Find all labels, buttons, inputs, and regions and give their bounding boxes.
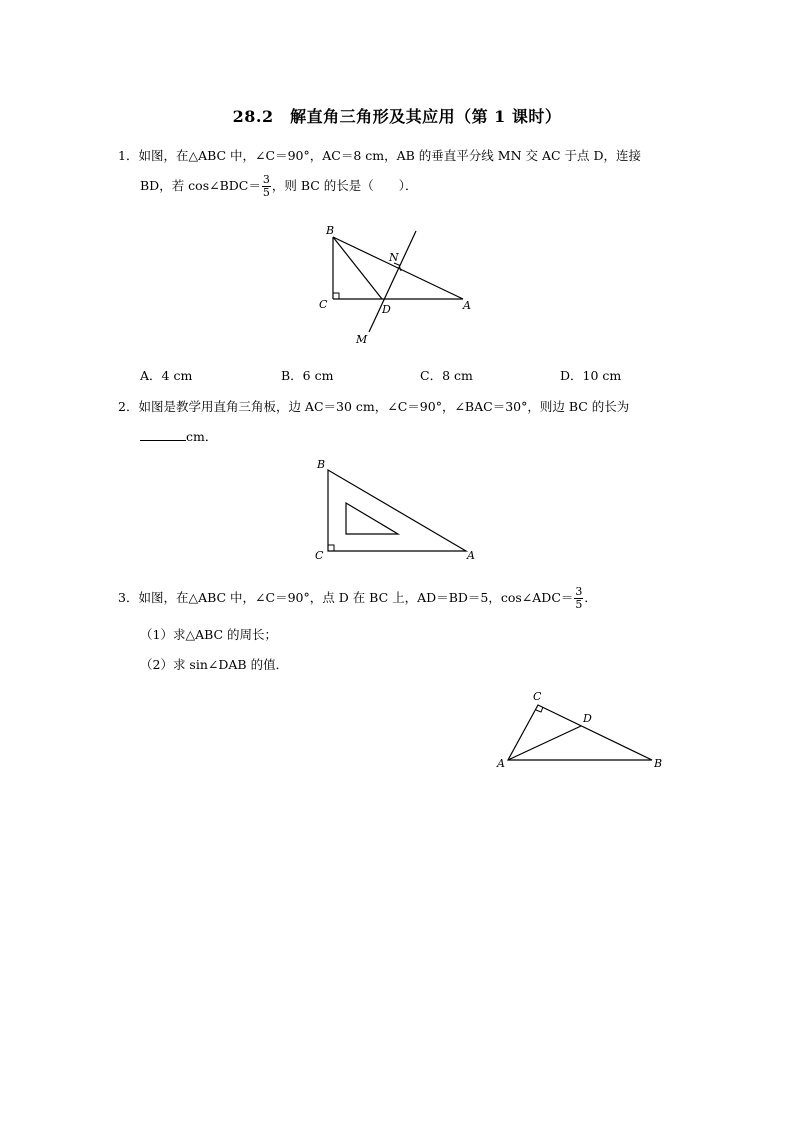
q1-label-c: C — [319, 298, 328, 311]
q3-fraction-denominator: 5 — [575, 598, 583, 611]
q1-line2 — [140, 174, 418, 199]
q1-option-b[interactable]: B．6 cm — [281, 368, 334, 383]
q3-label-c: C — [533, 690, 542, 703]
q3-line1 — [118, 586, 597, 611]
q1-option-c[interactable]: C．8 cm — [420, 368, 473, 383]
q2-outer-triangle — [328, 470, 466, 551]
q1-fraction-denominator: 5 — [262, 186, 270, 199]
q2-label-c: C — [315, 549, 324, 562]
q3-fraction — [574, 586, 583, 611]
q2-answer-blank[interactable] — [140, 428, 186, 441]
q1-figure — [310, 220, 480, 350]
q1-fraction — [262, 174, 271, 199]
q2-inner-triangle — [346, 503, 398, 534]
q1-option-a[interactable]: A．4 cm — [140, 368, 193, 383]
q2-label-a: A — [467, 549, 475, 562]
q1-segment-ab — [333, 237, 463, 299]
q1-text-line1: 如图，在△ABC 中，∠C＝90°，AC＝8 cm，AB 的垂直平分线 MN 交 AC 于点 D，连接 — [138, 148, 642, 163]
q2-text-line1: 如图是教学用直角三角板，边 AC＝30 cm，∠C＝90°，∠BAC＝30°，则边 BC 的长为 — [138, 399, 630, 414]
q3-label-b: B — [654, 757, 663, 770]
q1-label-n: N — [389, 251, 399, 264]
q2-figure — [310, 455, 485, 565]
q1-text-line2-post: ，则 BC 的长是（ ）． — [271, 178, 418, 193]
q3-triangle-abc — [508, 705, 652, 760]
q1-line-mn — [369, 231, 416, 332]
q3-label-d: D — [583, 712, 592, 725]
q1-text-line2-pre: BD，若 cos∠BDC＝ — [140, 178, 261, 193]
q3-fraction-numerator: 3 — [575, 585, 583, 598]
q1-line1 — [118, 146, 641, 164]
q1-label-b: B — [326, 224, 335, 237]
q2-line1 — [118, 397, 629, 415]
q3-text-line1-pre: 如图，在△ABC 中，∠C＝90°，点 D 在 BC 上，AD＝BD＝5，cos∠ADC＝ — [138, 590, 574, 605]
q3-text-line1-post: ． — [584, 590, 597, 605]
page-title: 28.2 解直角三角形及其应用（第 1 课时） — [232, 107, 562, 126]
q1-label-d: D — [382, 303, 391, 316]
q2-right-angle-c — [328, 545, 334, 551]
q3-label-a: A — [497, 757, 505, 770]
q3-sub1: （1）求△ABC 的周长； — [140, 627, 278, 642]
q2-line2 — [140, 427, 217, 445]
q1-option-d[interactable]: D．10 cm — [560, 368, 622, 383]
q1-segment-bd — [333, 237, 382, 299]
q1-right-angle-c — [333, 293, 339, 299]
q1-number: 1． — [118, 148, 139, 163]
q2-text-line2: cm． — [186, 429, 218, 444]
q1-fraction-numerator: 3 — [262, 173, 270, 186]
q2-number: 2． — [118, 399, 139, 414]
q3-segment-ad — [508, 726, 581, 760]
q3-number: 3． — [118, 590, 139, 605]
q1-label-a: A — [463, 299, 471, 312]
q1-label-m: M — [356, 333, 368, 346]
q3-figure — [495, 685, 670, 770]
q2-label-b: B — [317, 458, 326, 471]
q3-sub2: （2）求 sin∠DAB 的值． — [140, 657, 289, 672]
